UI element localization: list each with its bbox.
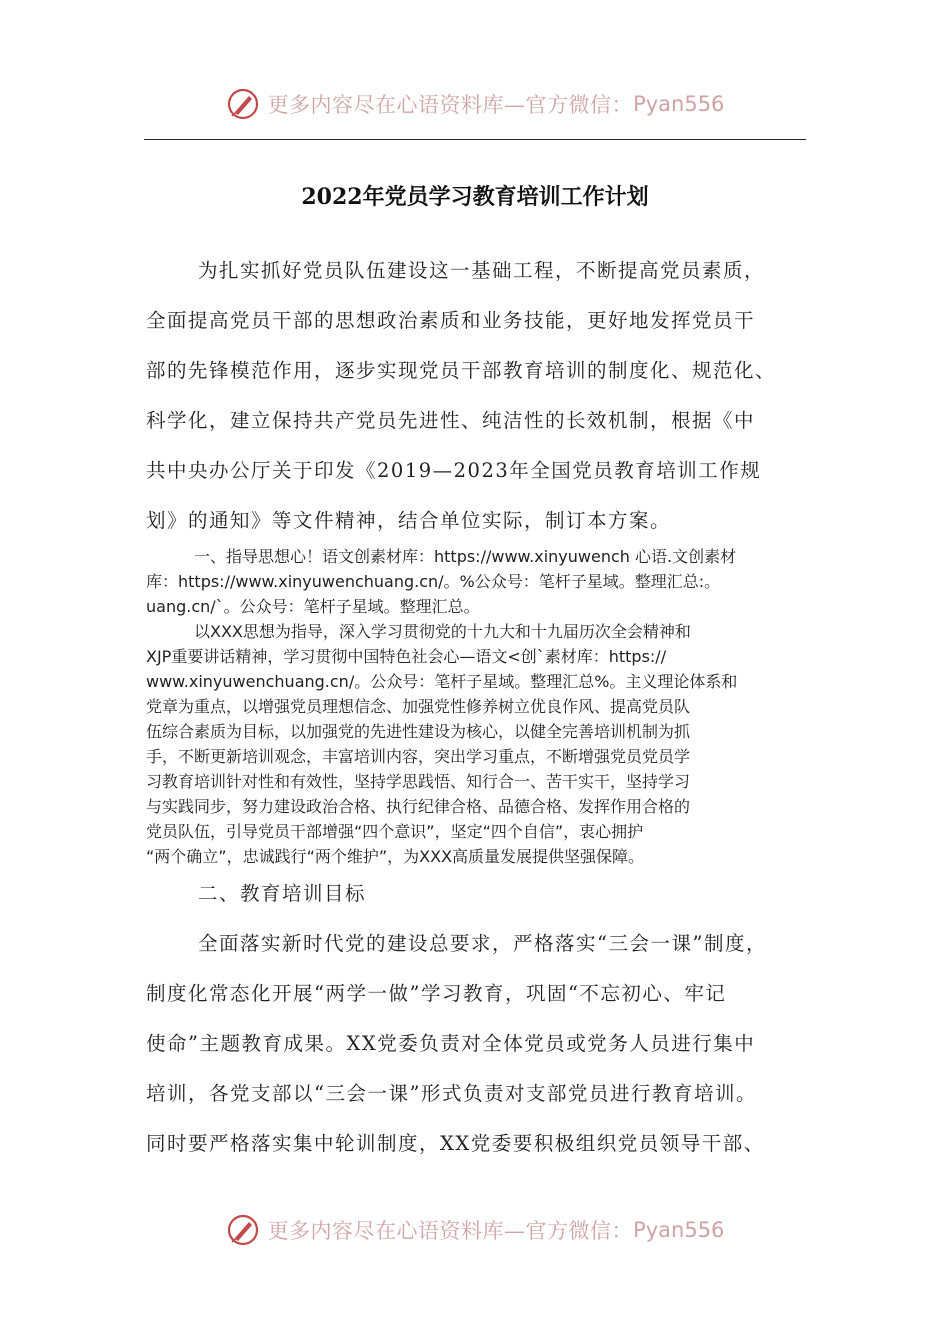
- text-line: 科学化，建立保持共产党员先进性、纯洁性的长效机制，根据《中: [146, 409, 756, 432]
- text-line: 部的先锋模范作用，逐步实现党员干部教育培训的制度化、规范化、: [146, 359, 777, 382]
- text-line: 使命”主题教育成果。XX党委负责对全体党员或党务人员进行集中: [146, 1032, 756, 1055]
- text-line: “两个确立”，忠诚践行“两个维护”，为XXX高质量发展提供坚强保障。: [146, 847, 645, 866]
- intro-paragraph: [146, 246, 810, 546]
- text-line: 全面提高党员干部的思想政治素质和业务技能，更好地发挥党员干: [146, 309, 756, 332]
- pen-circle-icon: [226, 87, 260, 121]
- header-divider: [144, 139, 806, 140]
- text-line: 为扎实抓好党员队伍建设这一基础工程，不断提高党员素质，: [198, 259, 766, 282]
- text-line: 培训，各党支部以“三会一课”形式负责对支部党员进行教育培训。: [146, 1082, 757, 1105]
- banner-wechat-id: Pyan556: [633, 1218, 725, 1242]
- top-watermark-banner: [0, 84, 950, 124]
- text-line: 党员队伍，引导党员干部增强“四个意识”，坚定“四个自信”，衷心拥护: [146, 822, 644, 841]
- text-line: 一、指导思想心！语文创素材库：https://www.xinyuwench 心语.文创素材: [194, 547, 737, 566]
- banner-text: 更多内容尽在心语资料库—官方微信：: [267, 93, 634, 117]
- bottom-watermark-banner: [0, 1210, 950, 1250]
- text-line: 划》的通知》等文件精神，结合单位实际，制订本方案。: [146, 509, 672, 532]
- text-line: 共中央办公厅关于印发《2019—2023年全国党员教育培训工作规: [146, 459, 762, 482]
- text-line: 库：https://www.xinyuwenchuang.cn/。%公众号：笔杆子星域。整理汇总:。: [146, 572, 721, 591]
- text-line: www.xinyuwenchuang.cn/。公众号：笔杆子星域。整理汇总%。主义理论体系和: [146, 672, 738, 691]
- text-line: XJP重要讲话精神，学习贯彻中国特色社会心—语文<创`素材库：https://: [146, 647, 667, 666]
- text-line: 同时要严格落实集中轮训制度，XX党委要积极组织党员领导干部、: [146, 1132, 765, 1155]
- text-line: 与实践同步，努力建设政治合格、执行纪律合格、品德合格、发挥作用合格的: [146, 797, 691, 816]
- pen-circle-icon: [226, 1213, 260, 1247]
- text-line: 党章为重点，以增强党员理想信念、加强党性修养树立优良作风、提高党员队: [146, 697, 691, 716]
- section2-heading: 二、教育培训目标: [198, 882, 367, 905]
- banner-wechat-id: Pyan556: [633, 92, 725, 116]
- section2: [146, 869, 810, 1169]
- document-title: 2022年党员学习教育培训工作计划: [301, 184, 649, 210]
- text-line: 以XXX思想为指导，深入学习贯彻党的十九大和十九届历次全会精神和: [194, 622, 691, 641]
- text-line: 全面落实新时代党的建设总要求，严格落实“三会一课”制度，: [198, 932, 767, 955]
- text-line: 习教育培训针对性和有效性，坚持学思践悟、知行合一、苦干实干，坚持学习: [146, 772, 691, 791]
- guiding-thought-section: [146, 544, 810, 869]
- banner-text: 更多内容尽在心语资料库—官方微信：: [267, 1219, 634, 1243]
- text-line: uang.cn/`。公众号：笔杆子星域。整理汇总。: [146, 597, 480, 616]
- text-line: 制度化常态化开展“两学一做”学习教育，巩固“不忘初心、牢记: [146, 982, 727, 1005]
- text-line: 手，不断更新培训观念，丰富培训内容，突出学习重点，不断增强党员党员学: [146, 747, 691, 766]
- text-line: 伍综合素质为目标，以加强党的先进性建设为核心，以健全完善培训机制为抓: [146, 722, 691, 741]
